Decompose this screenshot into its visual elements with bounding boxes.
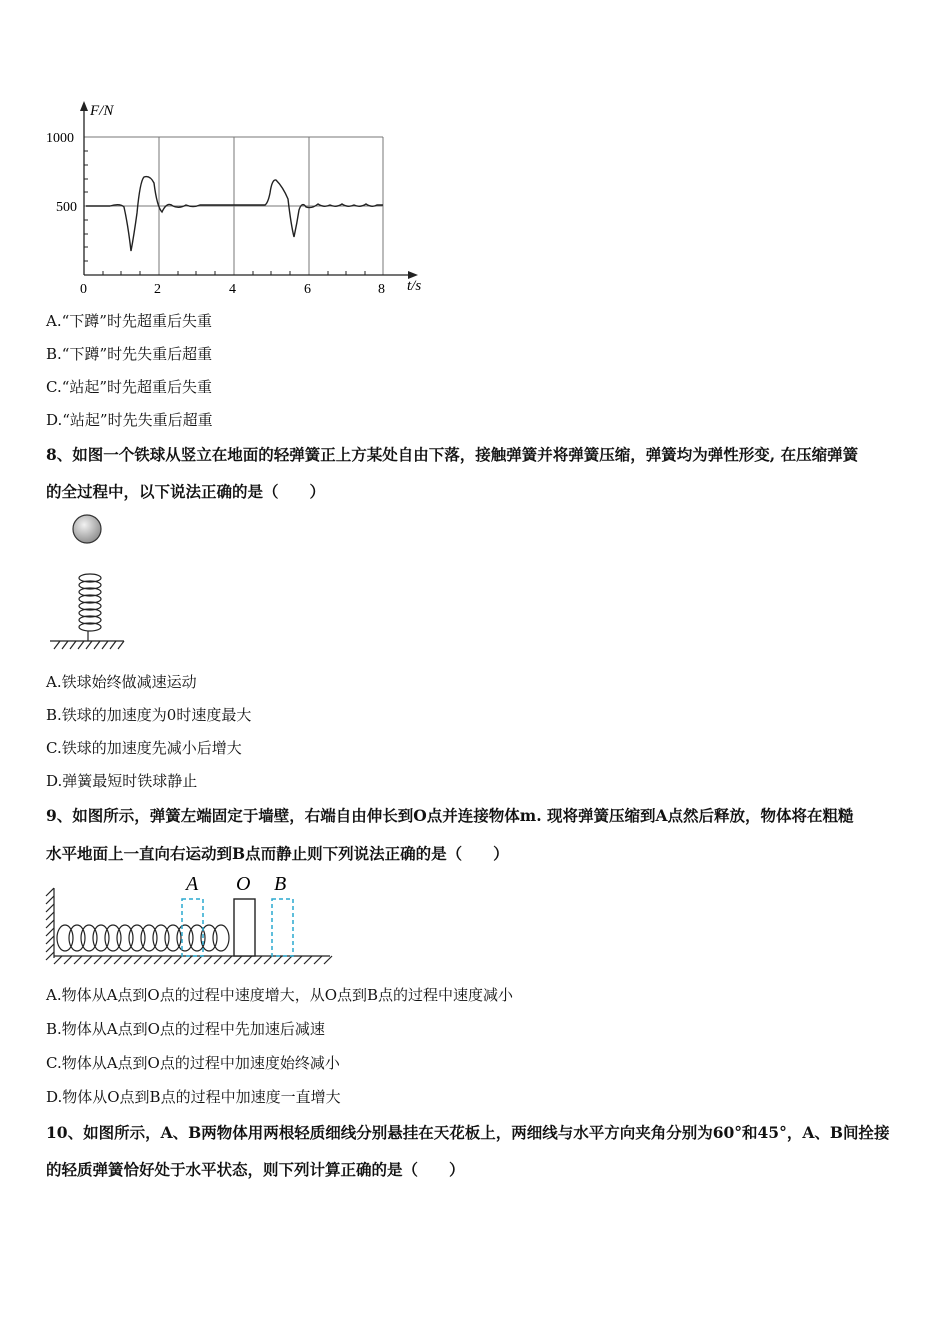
wall-spring-block-figure [40,866,340,971]
label-o: O [236,873,251,895]
q9-option-d[interactable]: D.物体从O点到B点的过程中加速度一直增大 [46,1088,341,1106]
x-tick-label: 0 [80,282,87,297]
q7-option-c[interactable]: C.“站起”时先超重后失重 [46,378,213,396]
q8-stem-line2: 的全过程中，以下说法正确的是（ ） [46,482,326,501]
q9-stem-line2: 水平地面上一直向右运动到B点而静止则下列说法正确的是（ ） [46,844,509,863]
q8-stem-line1: 8、如图一个铁球从竖立在地面的轻弹簧正上方某处自由下落，接触弹簧并将弹簧压缩，弹簧均为弹性形变, 在压缩弹簧 [46,445,859,464]
q10-stem-line1: 10、如图所示，A、B两物体用两根轻质细线分别悬挂在天花板上，两细线与水平方向夹角分别为60°和45°，A、B间拴接 [46,1123,890,1142]
q8-option-d[interactable]: D.弹簧最短时铁球静止 [46,772,198,790]
q10-stem-line2: 的轻质弹簧恰好处于水平状态，则下列计算正确的是（ ） [46,1160,465,1179]
x-tick-label: 8 [378,282,385,297]
y-tick-label: 1000 [46,131,74,146]
ground [50,641,124,649]
q7-option-b[interactable]: B.“下蹲”时先失重后超重 [46,345,213,363]
vertical-spring [79,574,101,641]
q9-option-b[interactable]: B.物体从A点到O点的过程中先加速后减速 [46,1020,325,1038]
q7-option-a[interactable]: A.“下蹲”时先超重后失重 [46,312,212,330]
force-time-graph [40,95,440,300]
q8-option-b[interactable]: B.铁球的加速度为0时速度最大 [46,706,252,724]
label-a: A [186,873,199,895]
q9-stem-line1: 9、如图所示，弹簧左端固定于墙壁，右端自由伸长到O点并连接物体m. 现将弹簧压缩到A点然后释放，物体将在粗糙 [46,806,854,825]
block-m [234,899,255,956]
iron-ball [73,515,101,543]
floor [54,956,332,964]
label-b: B [274,873,287,895]
x-tick-label: 4 [229,282,236,297]
x-tick-label: 2 [154,282,161,297]
x-tick-label: 6 [304,282,311,297]
ball-spring-figure [44,510,134,660]
wall [46,888,54,960]
q7-option-d[interactable]: D.“站起”时先失重后超重 [46,411,213,429]
y-axis-label: F/N [90,103,114,119]
x-axis-label: t/s [407,278,422,294]
q8-option-c[interactable]: C.铁球的加速度先减小后增大 [46,739,242,757]
position-b-box [272,899,293,956]
y-tick-label: 500 [56,200,77,215]
q9-option-c[interactable]: C.物体从A点到O点的过程中加速度始终减小 [46,1054,340,1072]
q9-option-a[interactable]: A.物体从A点到O点的过程中速度增大，从O点到B点的过程中速度减小 [46,986,514,1004]
q8-option-a[interactable]: A.铁球始终做减速运动 [46,673,197,691]
